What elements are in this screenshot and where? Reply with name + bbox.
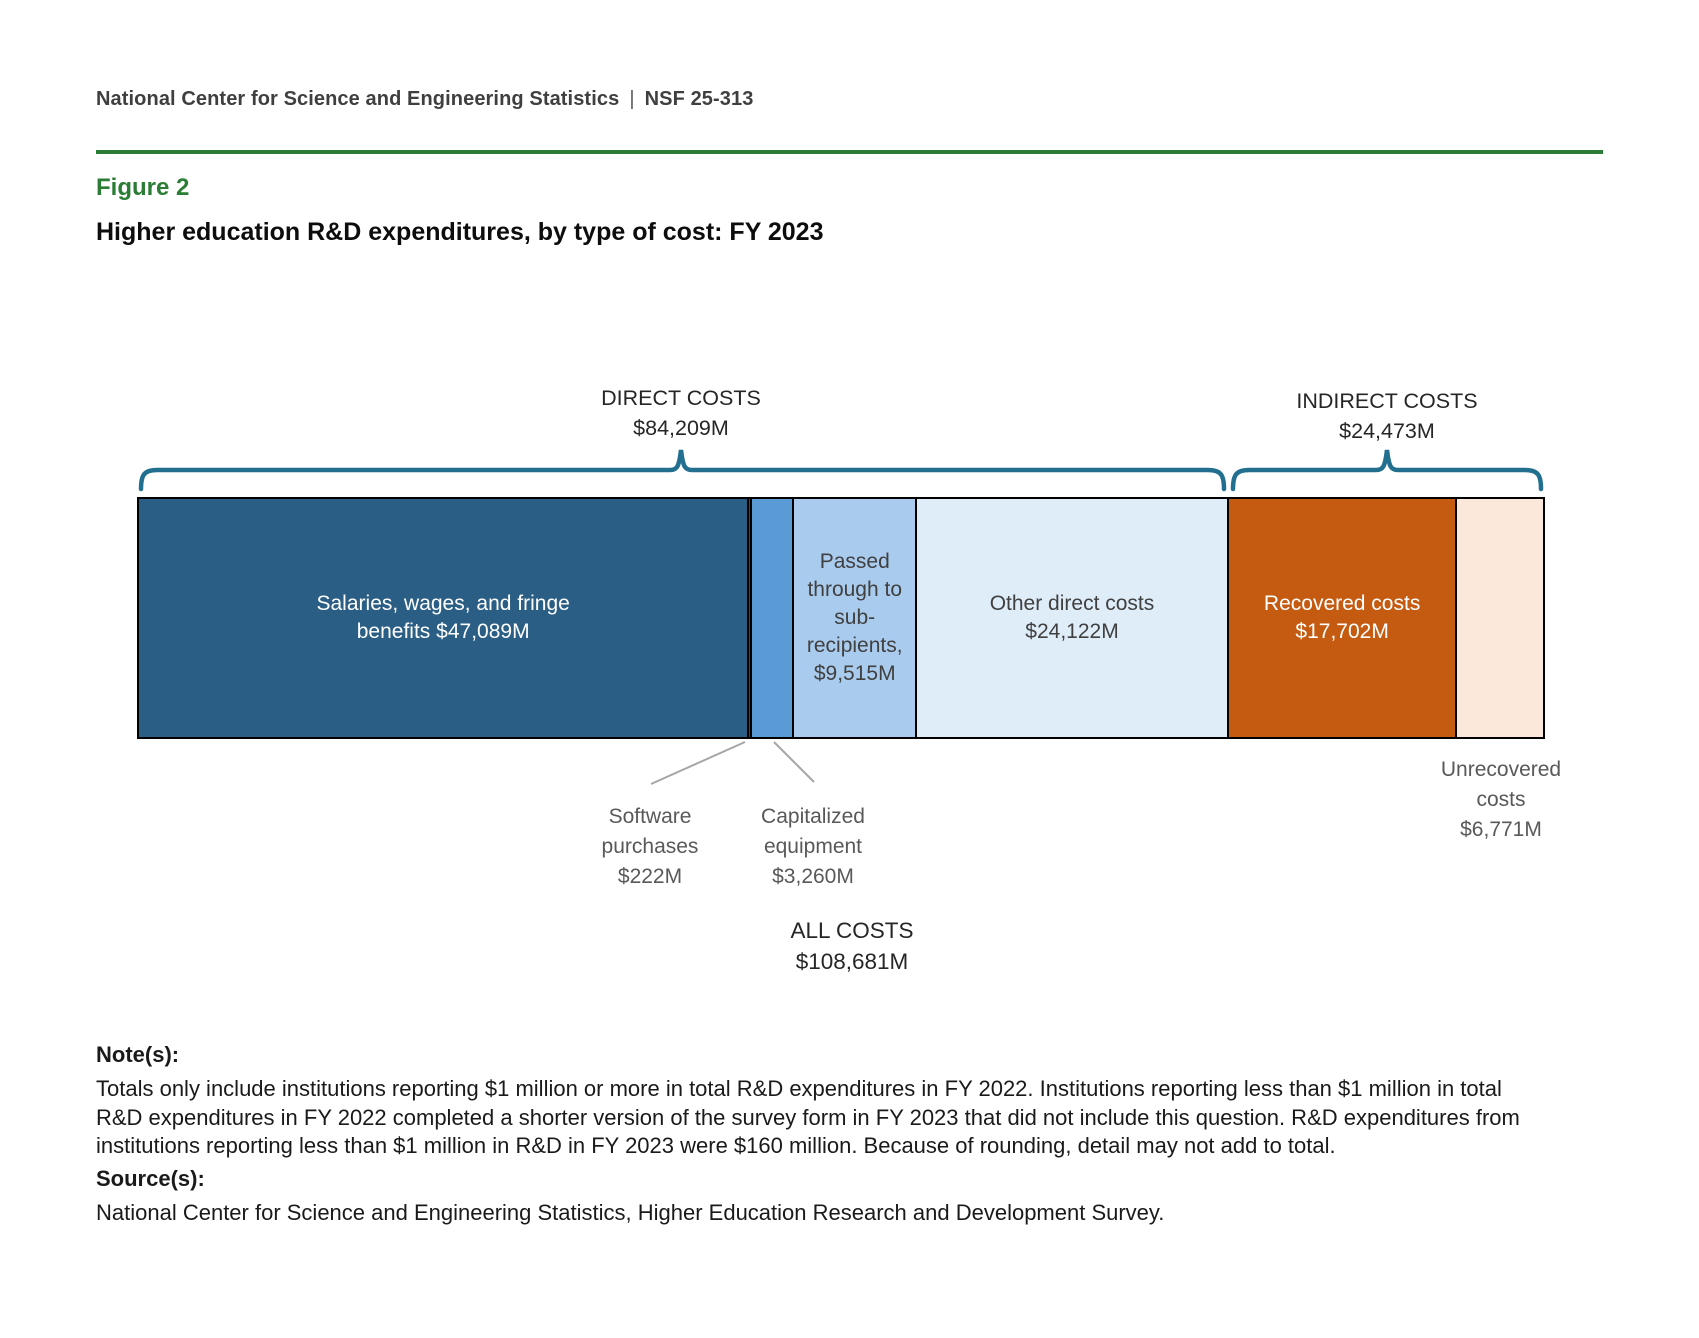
direct-costs-label: DIRECT COSTS [601,386,761,410]
segment-label: Passed through to sub-recipients, $9,515M [806,550,903,685]
segment-passed-through [792,499,915,737]
all-costs-label: ALL COSTS $108,681M [790,918,914,974]
notes-line: Totals only include institutions reporting $1 million or more in total R&D expenditures in FY 2022. Institutions reporting less than $1 million in total [96,1076,1502,1101]
notes-line: R&D expenditures in FY 2022 completed a shorter version of the survey form in FY 2023 that did not include this question. R&D expenditures from [96,1104,1520,1130]
segment-label: Other direct costs $24,122M [989,592,1155,643]
direct-costs-heading [601,383,761,443]
software-leader-line [651,742,745,784]
indirect-costs-heading [1296,386,1477,446]
unrecovered-costs-label: Unrecovered costs $6,771M [1440,758,1562,841]
segment-label: Salaries, wages, and fringe benefits $47,089M [316,592,570,643]
masthead-report-number: NSF 25-313 [644,88,754,110]
indirect-costs-value: $24,473M [1339,419,1435,443]
segment-salaries-wages-fringe [139,499,747,737]
cost-bar [137,497,1545,739]
masthead-org: National Center for Science and Engineering Statistics [96,88,620,110]
segment-label: Recovered costs $17,702M [1263,592,1421,643]
figure-label: Figure 2 [96,174,190,201]
direct-costs-brace [141,450,1224,489]
masthead-divider: | [629,88,635,110]
notes-heading: Note(s): [96,1042,180,1067]
segment-unrecovered-costs [1455,499,1542,737]
segment-capitalized-equipment [750,499,792,737]
segment-recovered-costs [1227,499,1456,737]
direct-costs-value: $84,209M [633,416,729,440]
notes-line: institutions reporting less than $1 million in R&D in FY 2023 were $160 million. Because of rounding, detail may not add to total. [96,1133,1336,1158]
capitalized-equipment-leader-line [774,742,814,782]
capitalized-equipment-label: Capitalized equipment $3,260M [761,805,865,888]
indirect-costs-brace [1233,450,1541,489]
software-purchases-label: Software purchases $222M [601,805,699,888]
indirect-costs-label: INDIRECT COSTS [1296,389,1478,413]
figure-title: Higher education R&D expenditures, by type of cost: FY 2023 [96,218,824,246]
masthead [96,88,753,111]
segment-other-direct-costs [915,499,1227,737]
source-heading: Source(s): [96,1166,205,1191]
source-text: National Center for Science and Engineering Statistics, Higher Education Research and Development Survey. [96,1200,1165,1225]
source-section [96,1166,1606,1227]
green-divider-rule [96,150,1603,154]
notes-section [96,1042,1606,1161]
stacked-bar-chart [137,350,1562,1010]
